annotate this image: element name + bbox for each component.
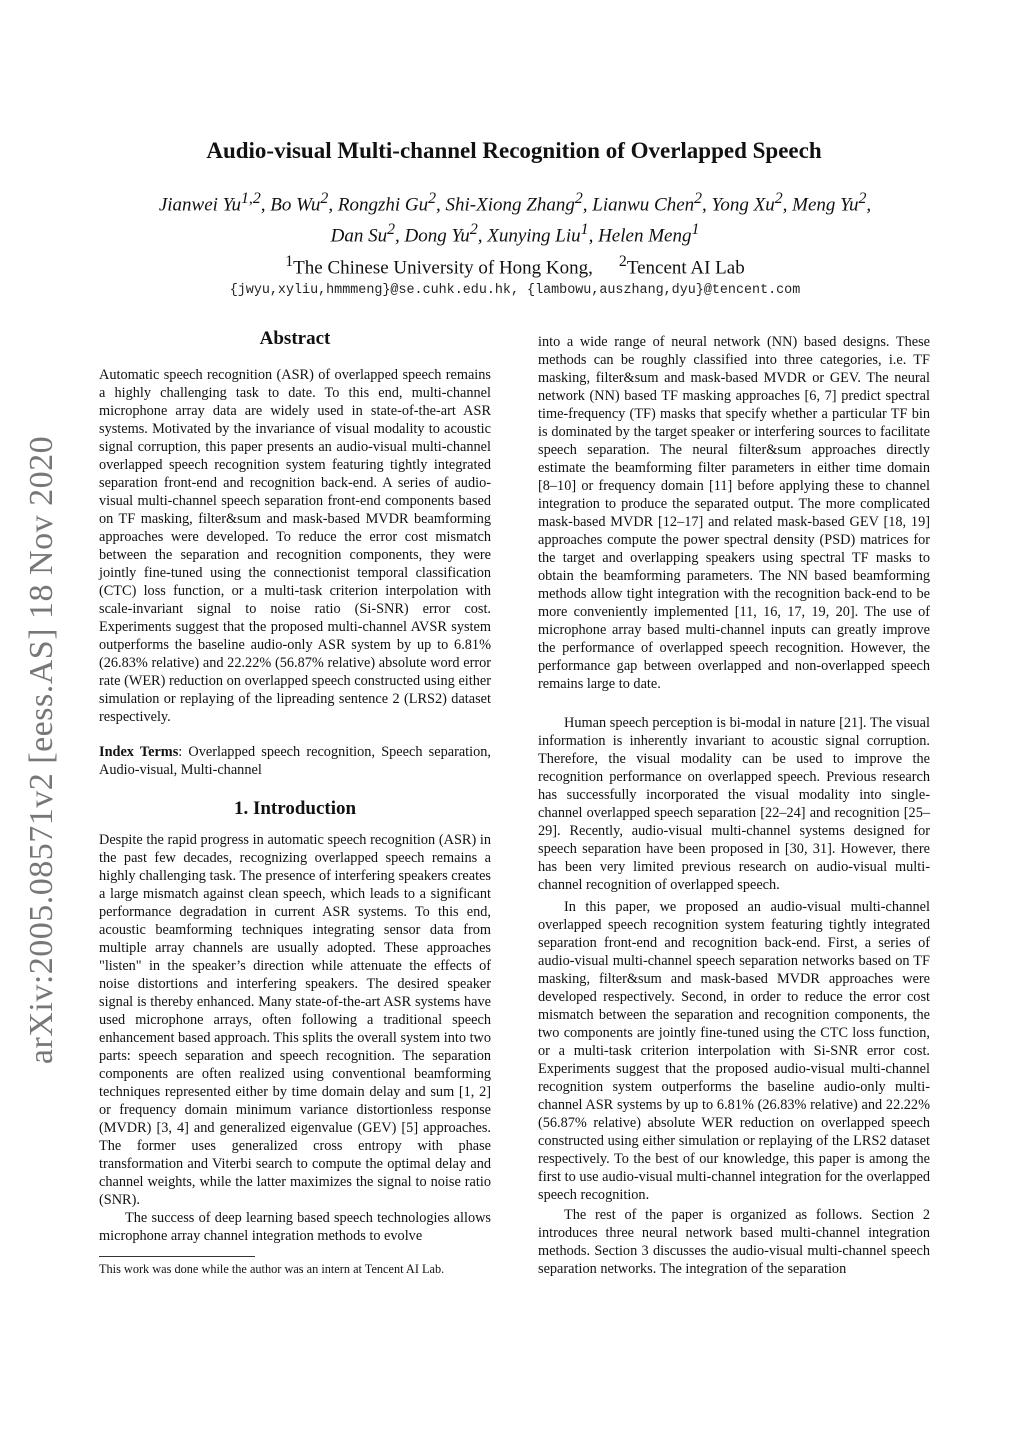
intro-paragraph-2: The success of deep learning based speech technologies allows microphone array channel integration methods to evolve [99,1210,491,1244]
affiliations: $^1$The Chinese University of Hong Kong, $^2$Tencent AI Lab [285,253,745,279]
intro-heading: 1. Introduction [233,798,357,819]
intro-paragraph-5: In this paper, we proposed an audio-visual multi-channel overlapped speech recognition system featuring tightly integrated separation front-end and recognition back-end. First, a series of audio-visual multi-channel speech separation networks based on TF masking, filter&sum and mask-based MVDR approaches were developed respectively. Second, in order to reduce the error cost mismatch between the separation and recognition components, the two components are jointly fine-tuned using the CTC loss function, or a multi-task criterion interpolation with Si-SNR error cost. Experiments suggest that the proposed audio-visual multi-channel recognition system outperforms the baseline audio-only multi-channel ASR systems by up to 6.81% (26.83% relative) and 22.22% (56.87% relative) absolute WER reduction on overlapped speech constructed using either simulation or replaying of the LRS2 dataset respectively. To the best of our knowledge, this paper is among the first to use audio-visual multi-channel integration for the overlapped speech recognition. [538,899,930,1203]
author-emails: {jwyu,xyliu,hmmmeng}@se.cuhk.edu.hk, {lambowu,auszhang,dyu}@tencent.com [229,283,801,298]
index-terms: Index Terms: Overlapped speech recognition, Speech separation, Audio-visual, Multi-channel [99,744,491,778]
intro-paragraph-4: Human speech perception is bi-modal in nature [21]. The visual information is inherently invariant to acoustic signal corruption. Therefore, the visual modality can be used to improve the recognition performance on overlapped speech. Previous research has successfully incorporated the visual modality into single-channel overlapped speech separation [22–24] and recognition [25–29]. Recently, audio-visual multi-channel systems designed for speech separation have been proposed in [30, 31]. However, there has been very limited previous research on audio-visual multi-channel recognition of overlapped speech. [538,715,930,893]
footnote-divider [99,1256,255,1257]
arxiv-identifier: arXiv:2005.08571v2 [eess.AS] 18 Nov 2020 [23,435,61,1065]
abstract-heading: Abstract [259,328,331,349]
paper-title: Audio-visual Multi-channel Recognition of Overlapped Speech [206,138,822,163]
abstract-text: Automatic speech recognition (ASR) of overlapped speech remains a highly challenging task to date. To this end, multi-channel microphone array data are widely used in state-of-the-art ASR systems. Motivated by the invariance of visual modality to acoustic signal corruption, this paper presents an audio-visual multi-channel overlapped speech recognition system featuring tightly integrated separation front-end and recognition back-end. A series of audio-visual multi-channel speech separation front-end components based on TF masking, filter&sum and mask-based MVDR beamforming approaches were developed. To reduce the error cost mismatch between the separation and recognition components, they were jointly fine-tuned using the connectionist temporal classification (CTC) loss function, or a multi-task criterion interpolation with scale-invariant signal to noise ratio (Si-SNR) error cost. Experiments suggest that the proposed multi-channel AVSR system outperforms the baseline audio-only ASR system by up to 6.81% (26.83% relative) and 22.22% (56.87% relative) absolute word error rate (WER) reduction on overlapped speech constructed using either simulation or replaying of the lipreading sentence 2 (LRS2) dataset respectively. [99,367,491,725]
intro-paragraph-6: The rest of the paper is organized as follows. Section 2 introduces three neural network based multi-channel integration methods. Section 3 discusses the audio-visual multi-channel speech separation networks. The integration of the separation [538,1207,930,1277]
footnote: This work was done while the author was an intern at Tencent AI Lab. [99,1262,445,1276]
intro-paragraph-3: into a wide range of neural network (NN) based designs. These methods can be roughly classified into three categories, i.e. TF masking, filter&sum and mask-based MVDR or GEV. The neural network (NN) based TF masking approaches [6, 7] predict spectral time-frequency (TF) masks that specify whether a particular TF bin is dominated by the target speaker or interfering sources to facilitate speech separation. The neural filter&sum approaches directly estimate the beamforming filter parameters in either time domain [8–10] or frequency domain [11] before applying these to channel integration to produce the separated output. The more complicated mask-based MVDR [12–17] and related mask-based GEV [18, 19] approaches compute the power spectral density (PSD) matrices for the target and overlapping speakers using spectral TF masks to obtain the beamforming parameters. The NN based beamforming methods allow tight integration with the recognition back-end to be more conveniently implemented [11, 16, 17, 19, 20]. The use of microphone array based multi-channel inputs can greatly improve the performance of overlapped speech recognition. However, the performance gap between overlapped and non-overlapped speech remains large to date. [538,334,930,692]
intro-paragraph-1: Despite the rapid progress in automatic speech recognition (ASR) in the past few decades, recognizing overlapped speech remains a highly challenging task. The presence of interfering speakers creates a large mismatch against clean speech, which leads to a significant performance degradation in current ASR systems. To this end, acoustic beamforming techniques integrating sensor data from multiple array channels are usually adopted. These approaches "listen" in the speaker’s direction while attenuate the effects of noise distortions and interfering speakers. The desired speaker signal is thereby enhanced. Many state-of-the-art ASR systems have used microphone arrays, often following a traditional speech enhancement based approach. This splits the overall system into two parts: speech separation and speech recognition. The separation components are often realized using conventional beamforming techniques represented either by time domain delay and sum [1, 2] or frequency domain minimum variance distortionless response (MVDR) [3, 4] and generalized eigenvalue (GEV) [5] approaches. The former uses generalized cross entropy with phase transformation and Viterbi search to compute the optimal delay and channel weights, while the latter maximizes the signal to noise ratio (SNR). [99,832,492,1208]
author-list: Jianwei Yu$^{1,2}$, Bo Wu$^2$, Rongzhi Gu$^2$, Shi-Xiong Zhang$^2$, Lianwu Chen$^2$, Yong Xu$^2$, Meng Yu$^2$, Dan Su$^2$, Dong Yu$^2$, Xunying Liu$^1$, Helen Meng$^1$ [158,190,872,247]
